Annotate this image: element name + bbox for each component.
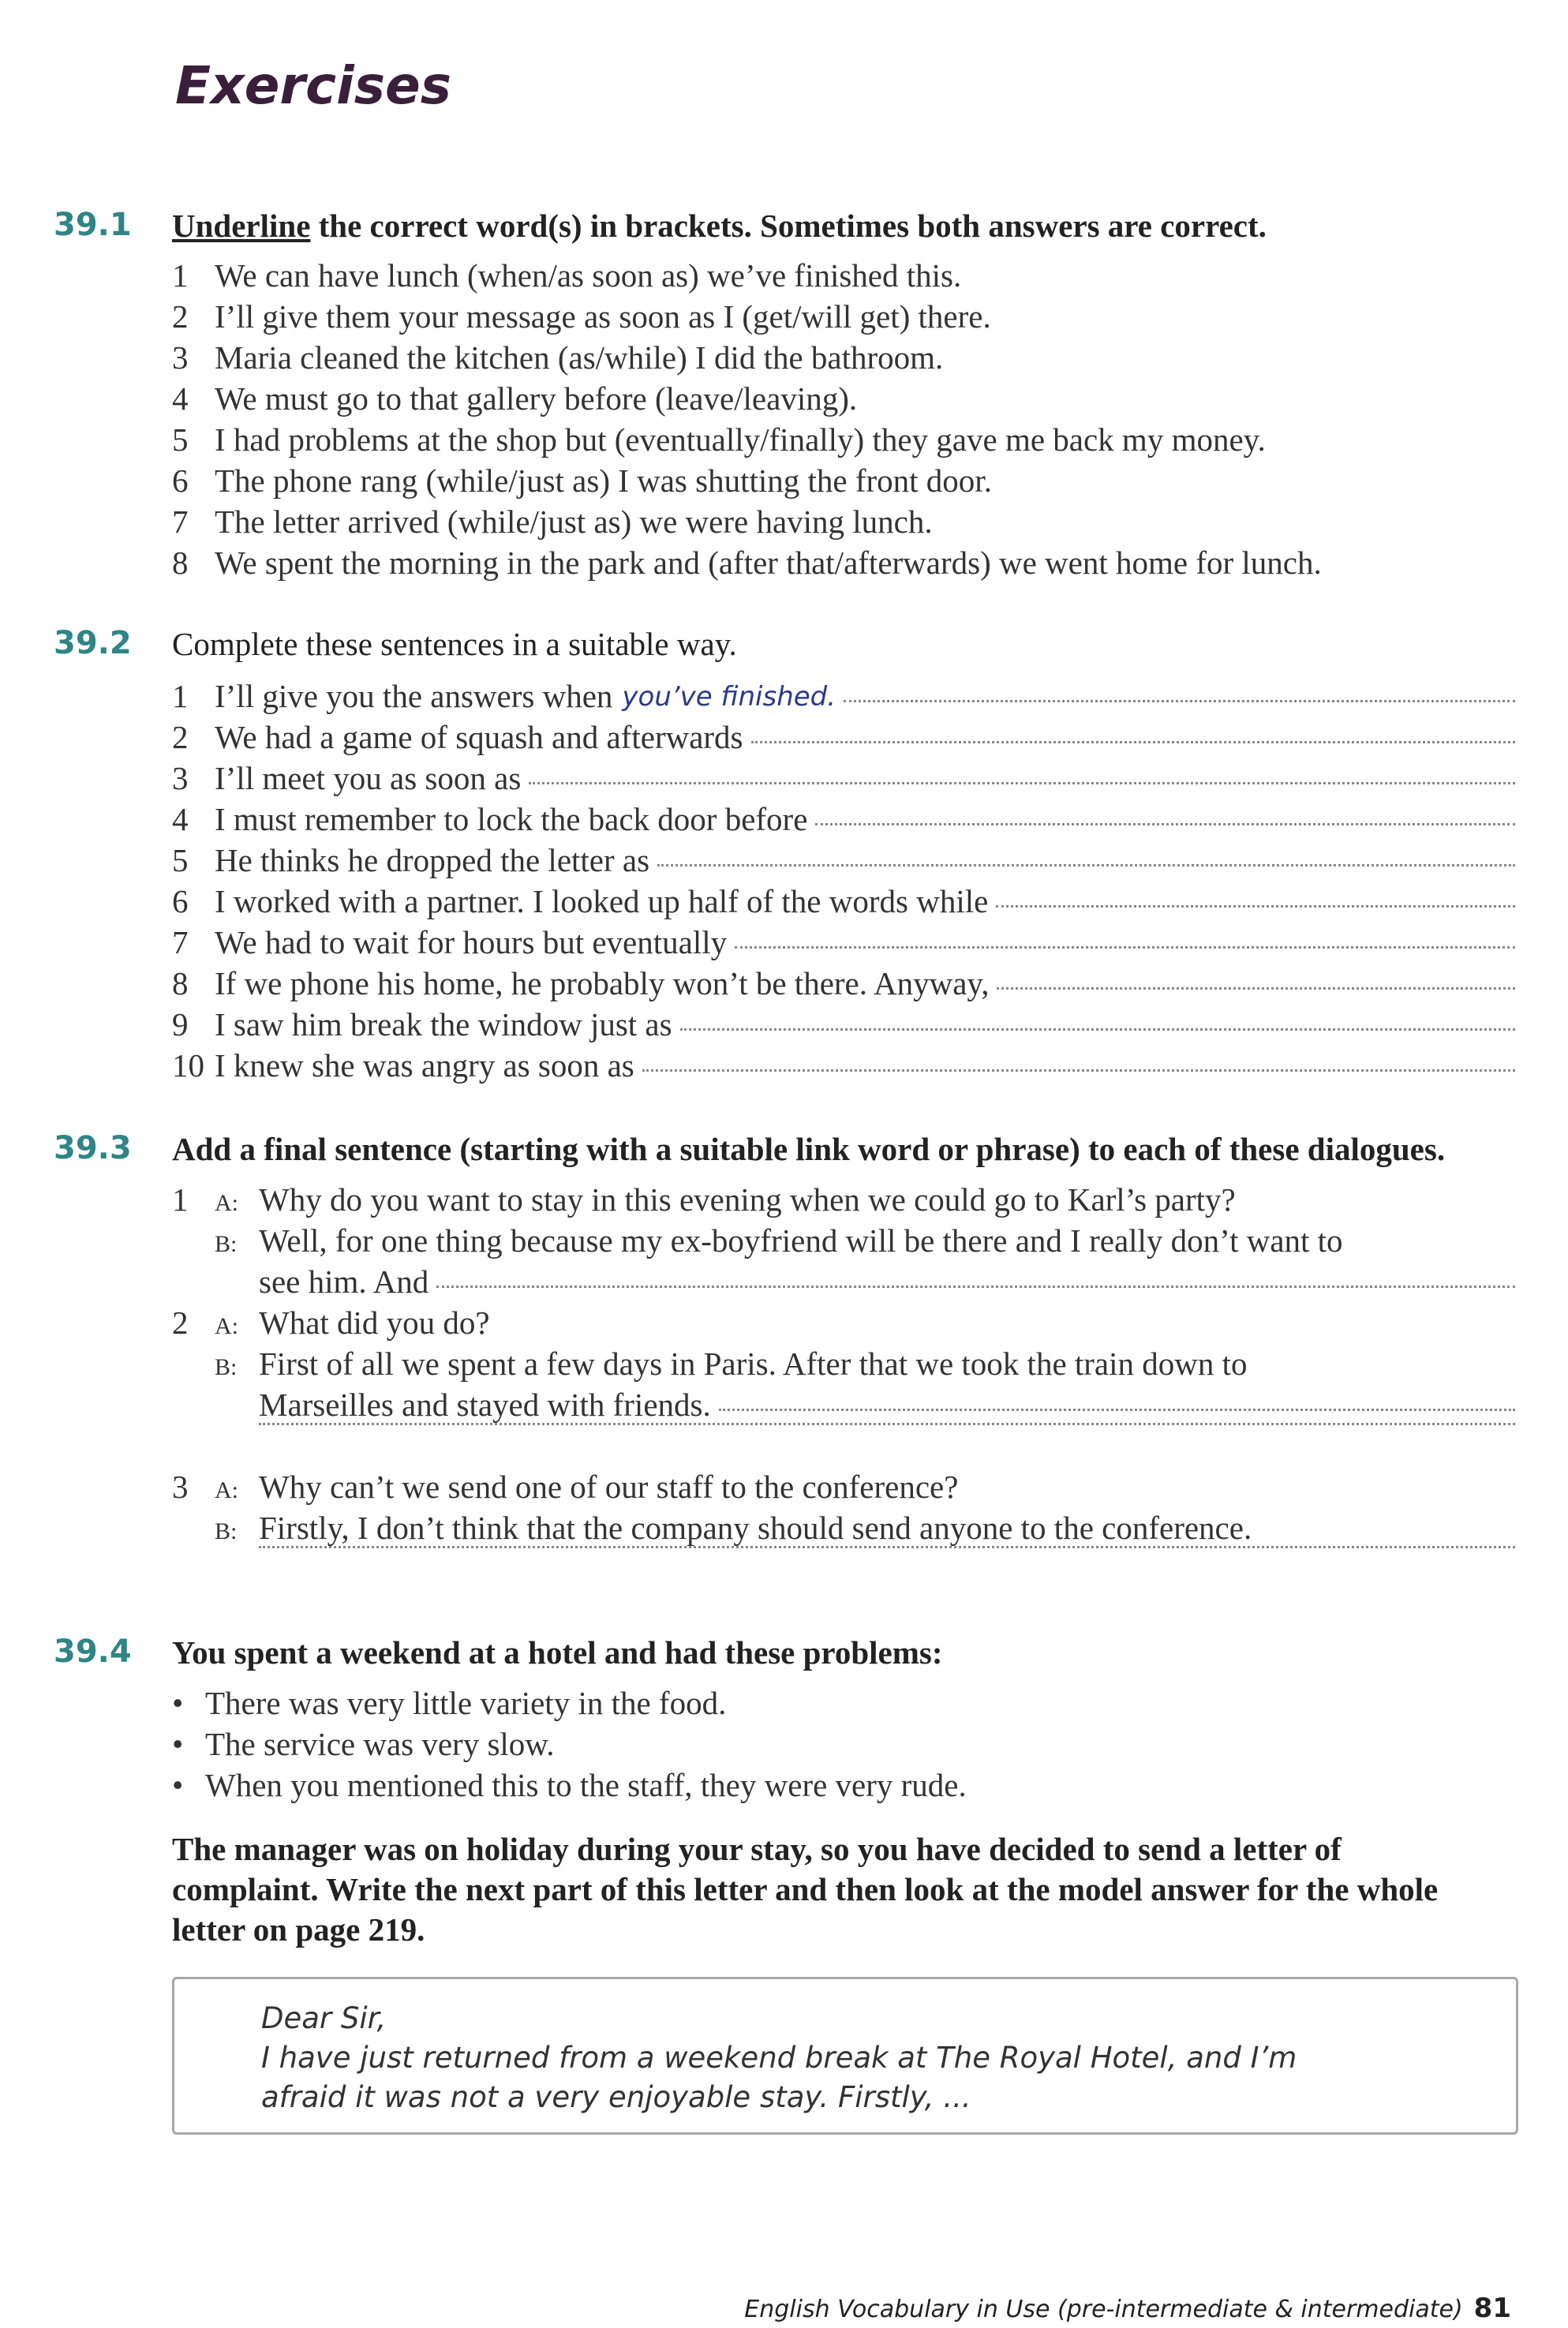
item-text: We must go to that gallery before (leave/leaving). xyxy=(215,380,858,417)
dialogue-line xyxy=(172,1509,1252,1547)
item-number: 1 xyxy=(172,1181,189,1218)
item-number: 2 xyxy=(172,719,189,755)
item-number: 2 xyxy=(172,1304,189,1341)
dialogue-text: What did you do? xyxy=(259,1304,490,1341)
dialogue-text: Well, for one thing because my ex-boyfriend will be there and I really don’t want to xyxy=(259,1222,1343,1259)
fill-in-line xyxy=(172,1005,1515,1043)
bullet-item xyxy=(172,1766,967,1804)
answer-blank[interactable] xyxy=(735,945,1515,949)
item-number: 7 xyxy=(172,924,189,960)
answer-blank[interactable] xyxy=(751,740,1515,743)
dialogue-text: Firstly, I don’t think that the company should send anyone to the conference. xyxy=(259,1510,1252,1546)
answer-blank[interactable] xyxy=(642,1069,1515,1072)
item-text: I had problems at the shop but (eventually/finally) they gave me back my money. xyxy=(215,421,1266,458)
exercise-instruction: You spent a weekend at a hotel and had these problems: xyxy=(172,1634,943,1671)
list-item xyxy=(172,544,1322,582)
item-number: 3 xyxy=(172,760,189,796)
item-text: We can have lunch (when/as soon as) we’ve finished this. xyxy=(215,257,962,294)
letter-line: I have just returned from a weekend break at The Royal Hotel, and I’m xyxy=(261,2041,1297,2075)
list-item xyxy=(172,339,943,376)
exercise-instruction xyxy=(172,207,1267,245)
answer-blank[interactable] xyxy=(259,1545,1515,1548)
item-text: I saw him break the window just as xyxy=(215,1006,672,1042)
fill-in-line xyxy=(172,923,1515,961)
speaker-label: A: xyxy=(215,1477,238,1503)
item-text: The phone rang (while/just as) I was shutting the front door. xyxy=(215,462,992,499)
item-number: 3 xyxy=(172,1469,189,1505)
speaker-label: A: xyxy=(215,1313,238,1339)
exercise-number: 39.1 xyxy=(54,207,132,243)
instruction-keyword: Underline xyxy=(172,208,311,244)
fill-in-line xyxy=(172,1550,1515,1553)
answer-blank[interactable] xyxy=(529,781,1515,784)
item-text: Maria cleaned the kitchen (as/while) I did the bathroom. xyxy=(215,339,944,376)
item-text: I’ll give them your message as soon as I (get/will get) there. xyxy=(215,298,991,335)
fill-in-line xyxy=(172,1263,1515,1301)
exercise-instruction: Complete these sentences in a suitable way. xyxy=(172,626,737,662)
exercise-number: 39.4 xyxy=(54,1634,132,1670)
answer-blank[interactable] xyxy=(719,1408,1515,1411)
item-number: 2 xyxy=(172,298,189,335)
fill-in-line xyxy=(172,759,1515,797)
exercise-number: 39.2 xyxy=(54,625,132,661)
book-title: English Vocabulary in Use (pre-intermediate & intermediate) xyxy=(744,2296,1463,2323)
bullet-icon: • xyxy=(172,1726,184,1762)
instruction-text: the correct word(s) in brackets. Sometimes both answers are correct. xyxy=(310,208,1267,244)
answer-blank[interactable] xyxy=(680,1027,1515,1031)
item-number: 5 xyxy=(172,421,189,458)
fill-in-line xyxy=(172,677,1515,715)
item-text: I’ll meet you as soon as xyxy=(215,760,522,796)
dialogue-text: see him. And xyxy=(259,1263,429,1300)
list-item xyxy=(172,462,992,500)
dialogue-line xyxy=(172,1345,1248,1383)
letter-salutation: Dear Sir, xyxy=(261,2001,387,2035)
item-number: 4 xyxy=(172,801,189,837)
item-number: 7 xyxy=(172,503,189,540)
dialogue-text: Marseilles and stayed with friends. xyxy=(259,1387,711,1423)
letter-line: afraid it was not a very enjoyable stay. Firstly, ... xyxy=(261,2080,971,2114)
exercise-instruction: Add a final sentence (starting with a suitable link word or phrase) to each of these dialogues. xyxy=(172,1131,1446,1167)
bullet-icon: • xyxy=(172,1767,184,1803)
fill-in-line xyxy=(172,964,1515,1002)
item-number: 1 xyxy=(172,678,189,714)
fill-in-line xyxy=(172,800,1515,838)
fill-in-line xyxy=(172,841,1515,879)
bullet-text: The service was very slow. xyxy=(205,1726,555,1762)
page-title: Exercises xyxy=(175,55,452,116)
dialogue-text: Why can’t we send one of our staff to the conference? xyxy=(259,1469,959,1505)
answer-blank[interactable] xyxy=(815,822,1515,825)
speaker-label: A: xyxy=(215,1190,238,1216)
item-text: If we phone his home, he probably won’t be there. Anyway, xyxy=(215,965,990,1001)
answer-blank[interactable] xyxy=(844,699,1515,702)
item-text: The letter arrived (while/just as) we were having lunch. xyxy=(215,503,933,540)
fill-in-line xyxy=(172,1427,1515,1430)
bullet-item xyxy=(172,1725,555,1763)
list-item xyxy=(172,421,1266,458)
bullet-icon: • xyxy=(172,1685,184,1721)
fill-in-line xyxy=(172,1386,1515,1424)
item-number: 6 xyxy=(172,883,189,919)
speaker-label: B: xyxy=(215,1231,238,1257)
bullet-text: When you mentioned this to the staff, they were very rude. xyxy=(205,1767,967,1803)
bullet-text: There was very little variety in the food. xyxy=(205,1685,727,1721)
dialogue-line xyxy=(172,1222,1343,1259)
speaker-label: B: xyxy=(215,1518,238,1544)
item-number: 5 xyxy=(172,842,189,878)
item-number: 9 xyxy=(172,1006,189,1042)
item-number: 6 xyxy=(172,462,189,499)
item-text: I’ll give you the answers when xyxy=(215,678,613,714)
list-item xyxy=(172,256,961,294)
list-item xyxy=(172,503,933,541)
item-number: 10 xyxy=(172,1047,204,1084)
dialogue-line xyxy=(172,1181,1236,1218)
fill-in-line xyxy=(172,718,1515,756)
answer-blank[interactable] xyxy=(259,1422,1515,1425)
item-number: 4 xyxy=(172,380,189,417)
answer-blank[interactable] xyxy=(436,1285,1515,1288)
task-paragraph: The manager was on holiday during your stay, so you have decided to send a letter of complaint. Write the next part of this letter and then look at the model answer for the whole letter on page 219. xyxy=(172,1831,1439,1948)
fill-in-line xyxy=(172,1046,1515,1084)
item-text: We had to wait for hours but eventually xyxy=(215,924,728,960)
dialogue-line xyxy=(172,1304,490,1342)
item-text: We spent the morning in the park and (after that/afterwards) we went home for lunch. xyxy=(215,545,1322,581)
item-text: I must remember to lock the back door before xyxy=(215,801,808,837)
answer-blank[interactable] xyxy=(657,863,1515,866)
list-item xyxy=(172,380,857,417)
page-footer xyxy=(744,2292,1511,2324)
exercise-number: 39.3 xyxy=(54,1130,132,1166)
item-text: We had a game of squash and afterwards xyxy=(215,719,743,755)
letter-box xyxy=(172,1977,1518,2135)
dialogue-text: First of all we spent a few days in Paris. After that we took the train down to xyxy=(259,1346,1248,1382)
answer-blank[interactable] xyxy=(996,904,1515,908)
speaker-label: B: xyxy=(215,1354,238,1380)
item-number: 1 xyxy=(172,257,189,294)
list-item xyxy=(172,298,991,335)
handwritten-answer: you’ve finished. xyxy=(622,681,836,713)
item-number: 3 xyxy=(172,339,189,376)
answer-blank[interactable] xyxy=(997,986,1515,990)
page-number: 81 xyxy=(1473,2292,1511,2324)
fill-in-line xyxy=(172,882,1515,920)
dialogue-text: Why do you want to stay in this evening when we could go to Karl’s party? xyxy=(259,1181,1236,1218)
dialogue-line xyxy=(172,1468,958,1506)
item-text: I knew she was angry as soon as xyxy=(215,1047,634,1084)
item-text: I worked with a partner. I looked up half of the words while xyxy=(215,883,989,919)
bullet-item xyxy=(172,1684,726,1722)
item-number: 8 xyxy=(172,965,189,1001)
item-number: 8 xyxy=(172,545,189,581)
item-text: He thinks he dropped the letter as xyxy=(215,842,650,878)
